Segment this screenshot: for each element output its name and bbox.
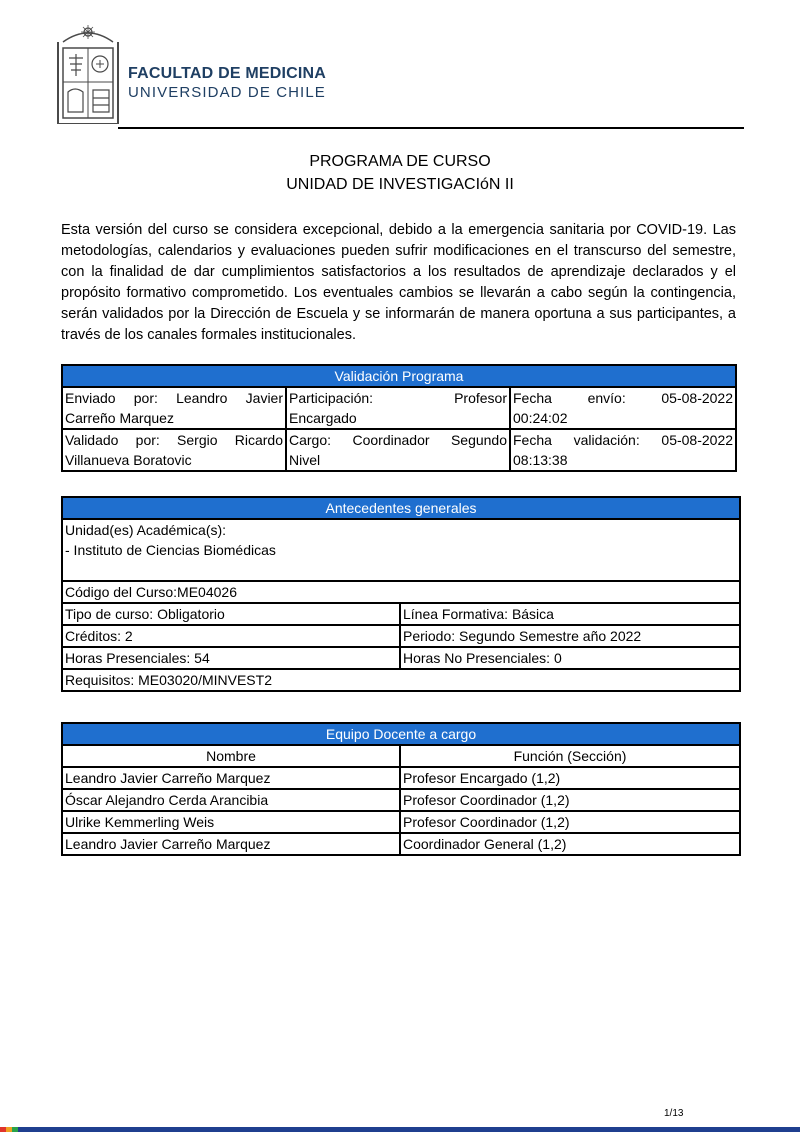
academic-unit-label: Unidad(es) Académica(s):	[65, 522, 227, 538]
university-crest-icon	[55, 20, 121, 124]
teaching-team-header: Equipo Docente a cargo	[62, 723, 740, 745]
validated-by-name-first: Sergio Ricardo	[177, 432, 283, 448]
teacher-name: Ulrike Kemmerling Weis	[62, 811, 400, 833]
faculty-logo	[55, 20, 327, 124]
general-info-table	[61, 496, 741, 692]
validated-by-cell	[62, 429, 286, 471]
non-in-person-hours: Horas No Presenciales: 0	[400, 647, 740, 669]
sent-by-name-rest: Carreño Marquez	[65, 410, 174, 426]
column-header-function: Función (Sección)	[400, 745, 740, 767]
sent-by-name-first: Leandro Javier	[176, 390, 283, 406]
sent-by-cell	[62, 387, 286, 429]
teacher-name: Leandro Javier Carreño Marquez	[62, 767, 400, 789]
course-title: UNIDAD DE INVESTIGACIóN II	[286, 176, 514, 193]
teacher-function: Profesor Encargado (1,2)	[400, 767, 740, 789]
role-label: Cargo:	[289, 432, 332, 448]
participation-label: Participación:	[289, 390, 374, 406]
validation-date-value: 05-08-2022	[661, 432, 734, 448]
validated-by-label: Validado por:	[65, 432, 160, 448]
sent-by-label: Enviado por:	[65, 390, 158, 406]
teaching-team-table	[61, 722, 741, 856]
role-cell	[286, 429, 510, 471]
role-value-rest: Nivel	[289, 452, 321, 468]
table-row	[62, 789, 740, 811]
teacher-name: Óscar Alejandro Cerda Arancibia	[62, 789, 400, 811]
validation-date-label: Fecha validación:	[513, 432, 640, 448]
validation-time-value: 08:13:38	[513, 452, 568, 468]
logo-faculty-name: FACULTAD DE MEDICINA	[128, 65, 327, 82]
table-row	[62, 767, 740, 789]
page-number: 1/13	[664, 1108, 684, 1119]
academic-unit-cell	[62, 519, 740, 581]
sent-time-value: 00:24:02	[513, 410, 568, 426]
sent-date-value: 05-08-2022	[661, 390, 734, 406]
academic-unit-value: - Instituto de Ciencias Biomédicas	[65, 542, 276, 558]
footer-color-bar	[0, 1127, 800, 1132]
role-value-first: Coordinador Segundo	[352, 432, 507, 448]
teacher-function: Profesor Coordinador (1,2)	[400, 789, 740, 811]
teacher-function: Profesor Coordinador (1,2)	[400, 811, 740, 833]
teacher-function: Coordinador General (1,2)	[400, 833, 740, 855]
in-person-hours: Horas Presenciales: 54	[62, 647, 400, 669]
sent-date-label: Fecha envío:	[513, 390, 626, 406]
participation-cell	[286, 387, 510, 429]
formative-line: Línea Formativa: Básica	[400, 603, 740, 625]
column-header-name: Nombre	[62, 745, 400, 767]
validation-date-cell	[510, 429, 736, 471]
logo-university-name: UNIVERSIDAD DE CHILE	[128, 84, 326, 101]
period: Periodo: Segundo Semestre año 2022	[400, 625, 740, 647]
header-divider	[118, 127, 744, 129]
participation-value-first: Profesor	[454, 390, 507, 406]
document-title: PROGRAMA DE CURSO	[309, 153, 491, 170]
validation-header: Validación Programa	[62, 365, 736, 387]
general-info-header: Antecedentes generales	[62, 497, 740, 519]
validated-by-name-rest: Villanueva Boratovic	[65, 452, 192, 468]
participation-value-rest: Encargado	[289, 410, 357, 426]
table-row	[62, 833, 740, 855]
requirements: Requisitos: ME03020/MINVEST2	[62, 669, 740, 691]
course-code: Código del Curso:ME04026	[62, 581, 740, 603]
sent-date-cell	[510, 387, 736, 429]
course-type: Tipo de curso: Obligatorio	[62, 603, 400, 625]
credits: Créditos: 2	[62, 625, 400, 647]
validation-table	[61, 364, 737, 472]
covid-notice-paragraph: Esta versión del curso se considera excepcional, debido a la emergencia sanitaria por COVID-19. Las metodologías, calendarios y evaluaciones pueden sufrir modificaciones en el transcurso del semestre, con la finalidad de dar cumplimientos satisfactorios a los resultados de aprendizaje declarados y el propósito formativo comprometido. Los eventuales cambios se llevarán a cabo según la contingencia, serán validados por la Dirección de Escuela y se informarán de manera oportuna a sus participantes, a través de los canales formales institucionales.	[61, 222, 736, 343]
table-row	[62, 811, 740, 833]
teacher-name: Leandro Javier Carreño Marquez	[62, 833, 400, 855]
